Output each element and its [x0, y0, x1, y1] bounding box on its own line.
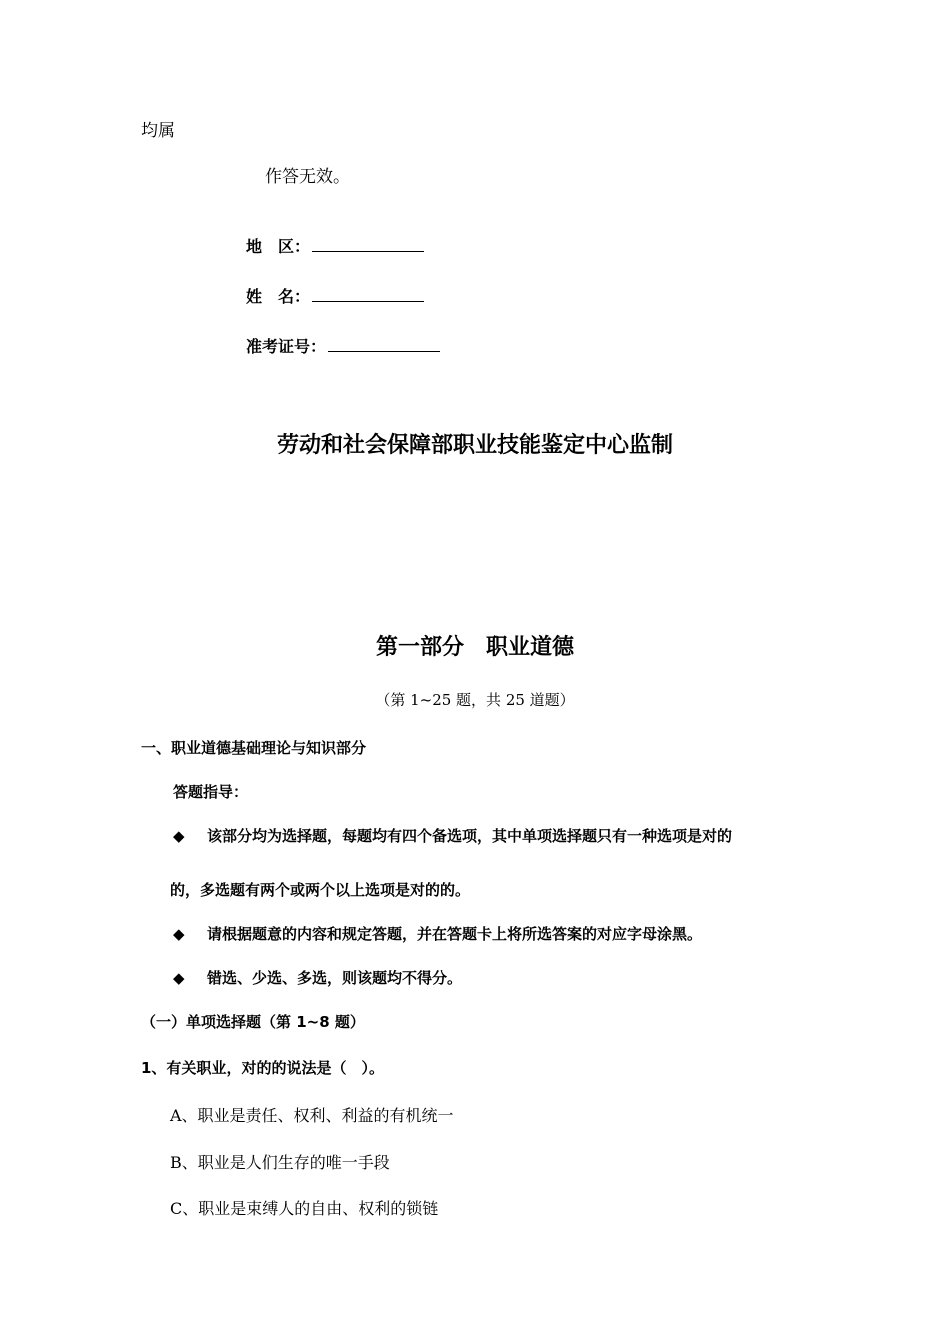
diamond-icon: ◆ — [173, 925, 185, 943]
bullet-item-2 — [173, 923, 702, 944]
diamond-icon: ◆ — [173, 969, 185, 987]
region-field — [246, 234, 424, 257]
issuer-title: 劳动和社会保障部职业技能鉴定中心监制 — [276, 433, 673, 458]
diamond-icon: ◆ — [173, 827, 185, 845]
subsection-heading: （一）单项选择题（第 1~8 题） — [141, 1013, 365, 1031]
part-range: （第 1~25 题，共 25 道题） — [375, 691, 575, 709]
region-label: 地 区： — [246, 237, 311, 256]
bullet-item-3 — [173, 967, 462, 988]
bullet-text-3: 错选、少选、多选，则该题均不得分。 — [207, 969, 463, 987]
option-c: C、职业是束缚人的自由、权利的锁链 — [170, 1199, 439, 1218]
ticket-field — [246, 334, 440, 357]
section-heading: 一、职业道德基础理论与知识部分 — [141, 739, 367, 757]
ticket-blank — [328, 337, 440, 352]
option-a: A、职业是责任、权利、利益的有机统一 — [170, 1106, 454, 1125]
option-b: B、职业是人们生存的唯一手段 — [170, 1153, 390, 1172]
ticket-label: 准考证号： — [246, 337, 327, 356]
region-blank — [312, 237, 424, 252]
intro-text-1: 均属 — [141, 121, 175, 141]
name-label: 姓 名： — [246, 287, 311, 306]
bullet-item-1-continued: 的，多选题有两个或两个以上选项是对的的。 — [170, 881, 471, 899]
bullet-text-2: 请根据题意的内容和规定答题，并在答题卡上将所选答案的对应字母涂黑。 — [207, 925, 703, 943]
name-field — [246, 284, 424, 307]
intro-text-2: 作答无效。 — [265, 167, 350, 187]
part-title: 第一部分 职业道德 — [375, 635, 574, 660]
bullet-item-1 — [173, 825, 732, 846]
bullet-text-1: 该部分均为选择题，每题均有四个备选项，其中单项选择题只有一种选项是对的 — [207, 827, 733, 845]
question-stem: 1、有关职业，对的的说法是（ ）。 — [141, 1059, 384, 1077]
name-blank — [312, 287, 424, 302]
guide-label: 答题指导： — [173, 783, 249, 801]
